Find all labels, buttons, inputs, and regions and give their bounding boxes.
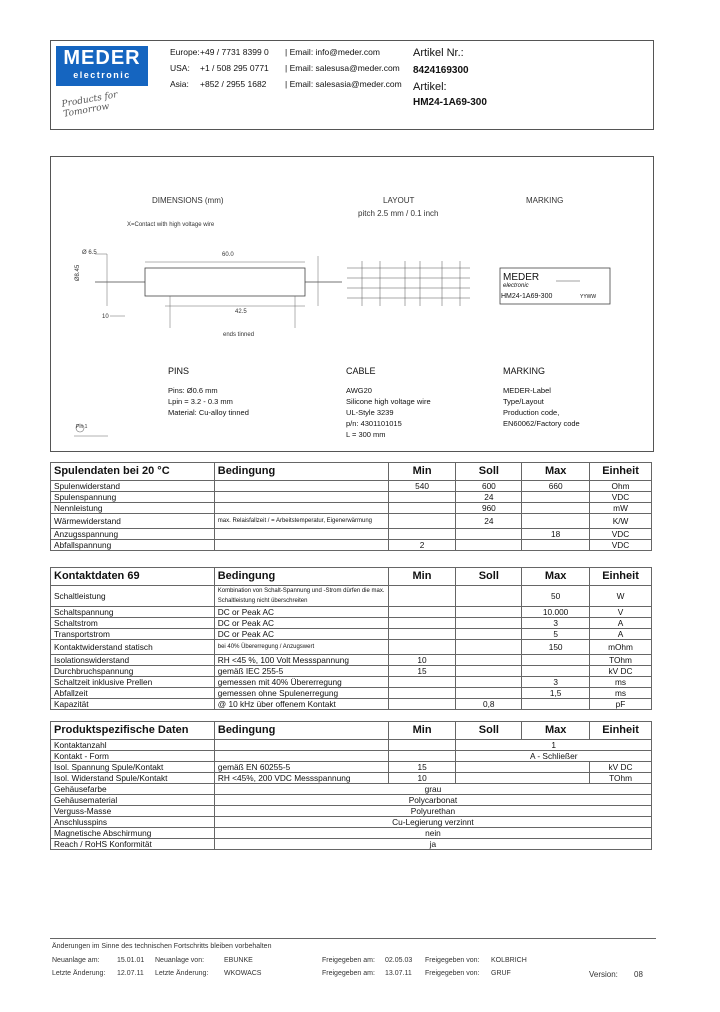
last-change-value: 12.07.11 (117, 970, 144, 977)
cell-max: 3 (522, 618, 590, 629)
cell-unit: K/W (590, 514, 652, 529)
contact-email-europe: | Email: info@meder.com (285, 47, 380, 57)
cell-min (388, 492, 456, 503)
cell-param: Kapazität (51, 699, 215, 710)
cell-param: Abfallzeit (51, 688, 215, 699)
cell-param: Kontakt - Form (51, 751, 215, 762)
header-max: Max (522, 722, 590, 740)
label-meder: MEDER (503, 272, 540, 283)
approved2-by-value: GRUF (491, 970, 511, 977)
logo-line1: MEDER (63, 47, 141, 69)
cell-param: Reach / RoHS Konformität (51, 839, 215, 850)
cell-value (456, 762, 590, 773)
approved-on-value: 02.05.03 (385, 957, 413, 964)
cell-min: 540 (388, 481, 456, 492)
cable-title: CABLE (346, 366, 376, 376)
artikel-nr-value: 8424169300 (413, 65, 469, 76)
contact-email-asia: | Email: salesasia@meder.com (285, 79, 402, 89)
cell-cond: Kombination von Schalt-Spannung und -Strom dürfen die max. Schaltleistung nicht überschreiten (214, 586, 388, 607)
header-condition: Bedingung (214, 722, 388, 740)
cell-param: Gehäusematerial (51, 795, 215, 806)
cell-soll: 0,8 (456, 699, 522, 710)
header-soll: Soll (456, 463, 522, 481)
cell-param: Verguss-Masse (51, 806, 215, 817)
cell-soll (456, 529, 522, 540)
cell-value: Polyurethan (214, 806, 651, 817)
table-row (51, 529, 652, 540)
header-min: Min (388, 722, 456, 740)
table-header (51, 463, 652, 481)
cell-min (388, 740, 456, 751)
contact-region-usa: USA: (170, 63, 190, 73)
cell-param: Durchbruchspannung (51, 666, 215, 677)
approved2-by-label: Freigegeben von: (425, 970, 480, 977)
cell-param: Magnetische Abschirmung (51, 828, 215, 839)
product-data-table (50, 721, 652, 850)
last-change-label: Letzte Änderung: (52, 970, 106, 977)
table-row (51, 540, 652, 551)
table-row (51, 784, 652, 795)
header-soll: Soll (456, 722, 522, 740)
cell-unit: TOhm (590, 655, 652, 666)
cell-cond: DC or Peak AC (214, 607, 388, 618)
cell-soll (456, 666, 522, 677)
table-row (51, 586, 652, 607)
cable-line-4: p/n: 4301101015 (346, 419, 402, 428)
last-change-by-label: Letzte Änderung: (155, 970, 209, 977)
pins-line-3: Material: Cu-alloy tinned (168, 408, 249, 417)
table-row (51, 514, 652, 529)
version-value: 08 (634, 970, 643, 979)
cell-min (388, 514, 456, 529)
cell-unit: Ohm (590, 481, 652, 492)
cell-param: Schaltstrom (51, 618, 215, 629)
table-row (51, 688, 652, 699)
cell-param: Transportstrom (51, 629, 215, 640)
table-row (51, 795, 652, 806)
cell-unit: A (590, 629, 652, 640)
cell-value: ja (214, 839, 651, 850)
table-row (51, 666, 652, 677)
label-electronic: electronic (503, 283, 529, 289)
cell-unit: VDC (590, 529, 652, 540)
table-row (51, 607, 652, 618)
cell-cond (214, 740, 388, 751)
cell-max: 10.000 (522, 607, 590, 618)
cell-max (522, 503, 590, 514)
footer-separator (50, 938, 656, 939)
footer-note: Änderungen im Sinne des technischen Fortschritts bleiben vorbehalten (52, 943, 272, 950)
cell-param: Schaltspannung (51, 607, 215, 618)
cell-soll (456, 640, 522, 655)
artikel-value: HM24-1A69-300 (413, 97, 487, 108)
contact-data-table (50, 567, 652, 710)
cell-min (388, 677, 456, 688)
cell-soll (456, 540, 522, 551)
table-row (51, 618, 652, 629)
cell-param: Anzugsspannung (51, 529, 215, 540)
table-row (51, 762, 652, 773)
table-row (51, 481, 652, 492)
cell-min: 10 (388, 773, 456, 784)
marking-title: MARKING (526, 196, 564, 205)
cell-param: Anschlusspins (51, 817, 215, 828)
cell-min (388, 699, 456, 710)
cell-unit: W (590, 586, 652, 607)
header-param: Spulendaten bei 20 °C (51, 463, 215, 481)
marking2-line-1: MEDER-Label (503, 386, 551, 395)
cable-line-3: UL-Style 3239 (346, 408, 394, 417)
dim-height: Ø8.45 (75, 264, 82, 282)
cell-min (388, 751, 456, 762)
dim-10: 10 (102, 314, 109, 320)
cell-unit: ms (590, 677, 652, 688)
created-by-label: Neuanlage von: (155, 957, 205, 964)
cell-cond (214, 540, 388, 551)
cell-unit: mOhm (590, 640, 652, 655)
contact-phone-usa: +1 / 508 295 0771 (200, 63, 269, 73)
cell-cond: DC or Peak AC (214, 618, 388, 629)
created-on-value: 15.01.01 (117, 957, 145, 964)
contact-email-usa: | Email: salesusa@meder.com (285, 63, 400, 73)
cell-unit: VDC (590, 540, 652, 551)
cell-min: 10 (388, 655, 456, 666)
label-type: HM24-1A69-300 (501, 293, 553, 300)
cell-min: 15 (388, 762, 456, 773)
marking2-title: MARKING (503, 366, 546, 376)
cell-min (388, 586, 456, 607)
cell-cond: gemäß EN 60255-5 (214, 762, 388, 773)
pin-note: Pin 1 (76, 424, 88, 430)
cell-param: Nennleistung (51, 503, 215, 514)
table-row (51, 817, 652, 828)
cell-max (522, 699, 590, 710)
coil-data-table (50, 462, 652, 551)
header-min: Min (388, 568, 456, 586)
label-code: YYWW (580, 294, 597, 300)
cell-unit: kV DC (590, 666, 652, 677)
marking2-line-3: Production code, (503, 408, 560, 417)
cell-param: Isol. Spannung Spule/Kontakt (51, 762, 215, 773)
header-max: Max (522, 568, 590, 586)
created-on-label: Neuanlage am: (52, 957, 100, 964)
cell-max: 50 (522, 586, 590, 607)
last-change-by-value: WKOWACS (224, 970, 262, 977)
cell-cond (214, 751, 388, 762)
header-unit: Einheit (590, 463, 652, 481)
cell-min (388, 618, 456, 629)
table-row (51, 806, 652, 817)
cell-cond: DC or Peak AC (214, 629, 388, 640)
cell-cond: RH <45%, 200 VDC Messspannung (214, 773, 388, 784)
header-unit: Einheit (590, 722, 652, 740)
cell-cond: gemessen mit 40% Übererregung (214, 677, 388, 688)
meder-logo (56, 46, 148, 86)
cell-value: nein (214, 828, 651, 839)
contact-region-asia: Asia: (170, 79, 189, 89)
contact-phone-europe: +49 / 7731 8399 0 (200, 47, 269, 57)
cell-param: Abfallspannung (51, 540, 215, 551)
contact-phone-asia: +852 / 2955 1682 (200, 79, 267, 89)
table-row (51, 629, 652, 640)
cell-unit: ms (590, 688, 652, 699)
contact-note: X=Contact with high voltage wire (127, 222, 215, 228)
logo-line2: electronic (73, 70, 131, 80)
cable-line-5: L = 300 mm (346, 430, 386, 439)
header-condition: Bedingung (214, 568, 388, 586)
cell-unit: kV DC (590, 762, 652, 773)
cell-value: grau (214, 784, 651, 795)
cell-unit: pF (590, 699, 652, 710)
dim-length: 60.0 (222, 252, 234, 258)
cell-unit: A (590, 618, 652, 629)
table-row (51, 839, 652, 850)
cell-max: 660 (522, 481, 590, 492)
cell-min (388, 529, 456, 540)
cell-cond (214, 492, 388, 503)
table-row (51, 751, 652, 762)
header-condition: Bedingung (214, 463, 388, 481)
dim-diameter: Ø 6.5 (82, 250, 97, 256)
cell-cond: gemessen ohne Spulenerregung (214, 688, 388, 699)
header-param: Produktspezifische Daten (51, 722, 215, 740)
cell-soll (456, 655, 522, 666)
pins-line-2: Lpin = 3.2 - 0.3 mm (168, 397, 233, 406)
slogan: Products for Tomorrow (60, 90, 119, 120)
created-by-value: EBUNKE (224, 957, 253, 964)
approved-by-label: Freigegeben von: (425, 957, 480, 964)
table-row (51, 699, 652, 710)
cell-min (388, 607, 456, 618)
cell-param: Schaltleistung (51, 586, 215, 607)
cell-soll (456, 629, 522, 640)
header-soll: Soll (456, 568, 522, 586)
dim-42: 42.5 (235, 309, 247, 315)
cell-soll: 960 (456, 503, 522, 514)
layout-subtitle: pitch 2.5 mm / 0.1 inch (358, 209, 439, 218)
cell-max (522, 492, 590, 503)
header-max: Max (522, 463, 590, 481)
cell-value: Cu-Legierung verzinnt (214, 817, 651, 828)
cell-param: Gehäusefarbe (51, 784, 215, 795)
cell-soll: 600 (456, 481, 522, 492)
header-min: Min (388, 463, 456, 481)
cell-cond: @ 10 kHz über offenem Kontakt (214, 699, 388, 710)
cell-value: A - Schließer (456, 751, 652, 762)
version-label: Version: (589, 970, 618, 979)
cell-unit: TOhm (590, 773, 652, 784)
cell-cond: RH <45 %, 100 Volt Messspannung (214, 655, 388, 666)
cell-param: Spulenspannung (51, 492, 215, 503)
table-row (51, 640, 652, 655)
table-row (51, 492, 652, 503)
cell-min (388, 629, 456, 640)
approved2-on-value: 13.07.11 (385, 970, 412, 977)
table-row (51, 740, 652, 751)
table-row (51, 828, 652, 839)
cell-soll (456, 677, 522, 688)
table-row (51, 773, 652, 784)
cell-param: Kontaktwiderstand statisch (51, 640, 215, 655)
cell-value: 1 (456, 740, 652, 751)
cell-param: Wärmewiderstand (51, 514, 215, 529)
cell-max: 1,5 (522, 688, 590, 699)
cell-max (522, 540, 590, 551)
cell-cond: gemäß IEC 255-5 (214, 666, 388, 677)
cell-min: 2 (388, 540, 456, 551)
marking2-line-2: Type/Layout (503, 397, 544, 406)
header-param: Kontaktdaten 69 (51, 568, 215, 586)
cell-soll: 24 (456, 514, 522, 529)
cell-soll (456, 607, 522, 618)
cell-param: Isolationswiderstand (51, 655, 215, 666)
table-row (51, 655, 652, 666)
approved-on-label: Freigegeben am: (322, 957, 375, 964)
pins-title: PINS (168, 366, 190, 376)
artikel-nr-label: Artikel Nr.: (413, 47, 464, 59)
table-header (51, 568, 652, 586)
dimensions-title: DIMENSIONS (mm) (152, 196, 224, 205)
cell-soll: 24 (456, 492, 522, 503)
table-header (51, 722, 652, 740)
approved-by-value: KOLBRICH (491, 957, 527, 964)
cell-cond (214, 481, 388, 492)
cell-unit: VDC (590, 492, 652, 503)
artikel-label: Artikel: (413, 81, 447, 93)
cable-line-1: AWG20 (346, 386, 372, 395)
cell-max (522, 655, 590, 666)
header-unit: Einheit (590, 568, 652, 586)
cell-min (388, 503, 456, 514)
cell-param: Isol. Widerstand Spule/Kontakt (51, 773, 215, 784)
cell-max: 150 (522, 640, 590, 655)
cell-soll (456, 688, 522, 699)
cell-param: Schaltzeit inklusive Prellen (51, 677, 215, 688)
cell-max: 3 (522, 677, 590, 688)
approved2-on-label: Freigegeben am: (322, 970, 375, 977)
cell-param: Kontaktanzahl (51, 740, 215, 751)
cell-value: Polycarbonat (214, 795, 651, 806)
contact-region-europe: Europe: (170, 47, 200, 57)
cell-max (522, 666, 590, 677)
cell-max: 5 (522, 629, 590, 640)
cell-cond (214, 529, 388, 540)
cell-value (456, 773, 590, 784)
cell-max: 18 (522, 529, 590, 540)
cell-cond (214, 503, 388, 514)
pins-line-1: Pins: Ø0.6 mm (168, 386, 218, 395)
cell-unit: mW (590, 503, 652, 514)
cell-cond: bei 40% Übererregung / Anzugswert (214, 640, 388, 655)
cable-line-2: Silicone high voltage wire (346, 397, 431, 406)
cell-soll (456, 618, 522, 629)
cell-min (388, 688, 456, 699)
cell-unit: V (590, 607, 652, 618)
cell-param: Spulenwiderstand (51, 481, 215, 492)
cell-min (388, 640, 456, 655)
cell-cond: max. Relaisfallzeit / = Arbeitstemperatur, Eigenerwärmung (214, 514, 388, 529)
table-row (51, 503, 652, 514)
cell-max (522, 514, 590, 529)
cell-soll (456, 586, 522, 607)
table-row (51, 677, 652, 688)
ends-tinned: ends tinned (223, 332, 255, 338)
cell-min: 15 (388, 666, 456, 677)
layout-title: LAYOUT (383, 196, 415, 205)
marking2-line-4: EN60062/Factory code (503, 419, 580, 428)
